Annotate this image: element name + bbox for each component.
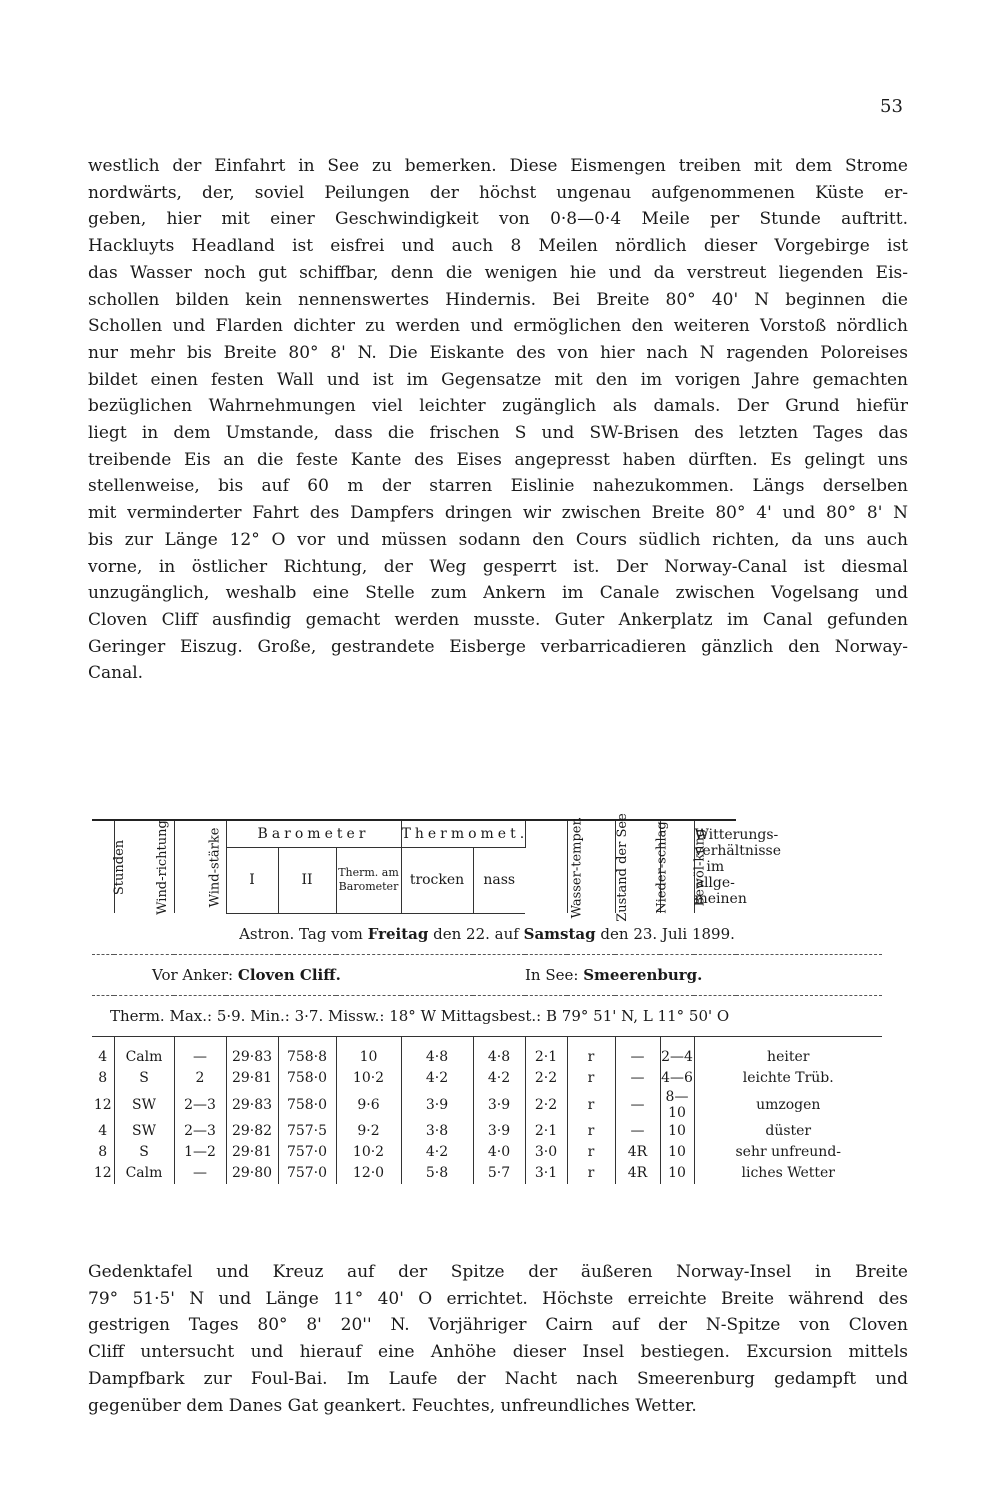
cell-bewoelk: 4—6 [660, 1068, 694, 1089]
header-trocken: trocken [401, 848, 473, 913]
cell-wasser: 2·2 [525, 1068, 567, 1089]
cell-trocken: 3·8 [401, 1121, 473, 1142]
text-line: vorne, in östlicher Richtung, der Weg gesperrt ist. Der Norway-Canal ist diesmal [88, 556, 908, 577]
text-line: Cliff untersucht und hierauf eine Anhöhe dieser Insel bestiegen. Excursion mittels [88, 1342, 908, 1363]
cell-therm: 10·2 [336, 1068, 401, 1089]
cell-see: r [567, 1121, 615, 1142]
text-line: unzugänglich, weshalb eine Stelle zum Ankern im Canale zwischen Vogelsang und [88, 583, 908, 604]
text-line: bezüglichen Wahrnehmungen viel leichter zugänglich als damals. Der Grund hiefür [88, 396, 908, 417]
cell-nass: 4·8 [473, 1036, 525, 1068]
text-line: stellenweise, bis auf 60 m der starren Eislinie nahezukommen. Längs derselben [88, 476, 908, 497]
cell-bewoelk: 10 [660, 1121, 694, 1142]
text-line: nur mehr bis Breite 80° 8' N. Die Eiskante des von hier nach N ragenden Poloreises [88, 342, 908, 363]
header-baro-ii: II [278, 848, 336, 913]
cell-staerke: 2—3 [174, 1121, 226, 1142]
cell-nieder: — [615, 1068, 660, 1089]
cell-staerke: 2—3 [174, 1089, 226, 1121]
text-line: mit verminderter Fahrt des Dampfers dringen wir zwischen Breite 80° 4' und 80° 8' N [88, 503, 908, 524]
text-line: geben, hier mit einer Geschwindigkeit von 0·8—0·4 Meile per Stunde auftritt. [88, 209, 908, 230]
header-zustand-see: Zustand der See [567, 820, 615, 913]
text-line: Schollen und Flarden dichter zu werden und ermöglichen den weiteren Vorstoß nördlich [88, 316, 908, 337]
cell-therm: 12·0 [336, 1163, 401, 1184]
cell-staerke: — [174, 1036, 226, 1068]
cell-witterung: leichte Trüb. [742, 1070, 834, 1086]
cell-stunden: 8 [92, 1142, 114, 1163]
cell-b1: 29·80 [226, 1163, 278, 1184]
cell-bewoelk: 2—4 [660, 1036, 694, 1068]
thermometer-summary-line: Therm. Max.: 5·9. Min.: 3·7. Missw.: 18° W Mittagsbest.: B 79° 51' N, L 11° 50' O [92, 995, 882, 1036]
text-line: Hackluyts Headland ist eisfrei und auch 8 Meilen nördlich dieser Vorgebirge ist [88, 236, 908, 257]
cell-nieder: — [615, 1121, 660, 1142]
cell-witterung: liches Wetter [741, 1165, 835, 1181]
cell-b2: 757·0 [278, 1163, 336, 1184]
text-line: Geringer Eiszug. Große, gestrandete Eisberge verbarricadieren gänzlich den Norway- [88, 636, 908, 657]
header-witterung: Witterungs-verhältnisse im allge-meinen [694, 820, 736, 913]
cell-witterung: umzogen [756, 1096, 821, 1113]
table-row [92, 1163, 882, 1184]
text-line: treibende Eis an die feste Kante des Eises angepresst haben dürften. Es gelingt uns [88, 449, 908, 470]
astron-day-line: Astron. Tag vom Freitag den 22. auf Samstag den 23. Juli 1899. [92, 913, 882, 954]
table-row [92, 1121, 882, 1142]
cell-nieder: — [615, 1089, 660, 1121]
text-line: Dampfbark zur Foul-Bai. Im Laufe der Nacht nach Smeerenburg gedampft und [88, 1368, 908, 1389]
text-line: gestrigen Tages 80° 8' 20'' N. Vorjähriger Cairn auf der N-Spitze von Cloven [88, 1315, 908, 1336]
cell-witterung: sehr unfreund- [735, 1144, 842, 1160]
page-number: 53 [880, 96, 903, 117]
cell-staerke: 2 [174, 1068, 226, 1089]
cell-b1: 29·82 [226, 1121, 278, 1142]
cell-nieder: 4R [615, 1142, 660, 1163]
cell-richtung: SW [114, 1121, 174, 1142]
cell-b1: 29·81 [226, 1068, 278, 1089]
cell-b2: 758·0 [278, 1089, 336, 1121]
header-thermometer: Thermomet. [401, 820, 525, 848]
cell-b2: 758·8 [278, 1036, 336, 1068]
text-line: bis zur Länge 12° O vor und müssen sodann den Cours südlich richten, da uns auch [88, 529, 908, 550]
body-paragraph-2 [88, 1259, 908, 1419]
anchor-line: Vor Anker: Cloven Cliff. [92, 954, 525, 995]
cell-witterung: düster [765, 1123, 812, 1139]
cell-trocken: 3·9 [401, 1089, 473, 1121]
weather-log-table [92, 813, 882, 1184]
header-barometer: Barometer [226, 820, 401, 848]
cell-nieder: 4R [615, 1163, 660, 1184]
cell-see: r [567, 1163, 615, 1184]
cell-wasser: 3·1 [525, 1163, 567, 1184]
cell-wasser: 2·2 [525, 1089, 567, 1121]
cell-stunden: 4 [92, 1036, 114, 1068]
cell-trocken: 4·2 [401, 1068, 473, 1089]
header-nass: nass [473, 848, 525, 913]
table-row [92, 1142, 882, 1163]
cell-bewoelk: 10 [660, 1142, 694, 1163]
text-line: Gedenktafel und Kreuz auf der Spitze der äußeren Norway-Insel in Breite [88, 1262, 908, 1282]
text-line: Cloven Cliff ausfindig gemacht werden musste. Guter Ankerplatz im Canal gefunden [88, 609, 908, 630]
body-paragraph-1 [88, 153, 908, 687]
cell-wasser: 3·0 [525, 1142, 567, 1163]
cell-wasser: 2·1 [525, 1121, 567, 1142]
cell-richtung: S [114, 1068, 174, 1089]
header-windrichtung: Wind-richtung [114, 820, 174, 913]
header-baro-therm: Therm. am Barometer [336, 848, 401, 913]
cell-see: r [567, 1142, 615, 1163]
cell-b1: 29·83 [226, 1089, 278, 1121]
cell-stunden: 12 [92, 1163, 114, 1184]
cell-nass: 3·9 [473, 1121, 525, 1142]
cell-b2: 757·5 [278, 1121, 336, 1142]
cell-b2: 757·0 [278, 1142, 336, 1163]
cell-stunden: 4 [92, 1121, 114, 1142]
cell-witterung: heiter [767, 1049, 810, 1065]
cell-b1: 29·81 [226, 1142, 278, 1163]
text-line: gegenüber dem Danes Gat geankert. Feuchtes, unfreundliches Wetter. [88, 1395, 697, 1416]
table-row [92, 1089, 882, 1121]
cell-therm: 9·6 [336, 1089, 401, 1121]
text-line: das Wasser noch gut schiffbar, denn die wenigen hie und da verstreut liegenden Eis- [88, 262, 908, 283]
cell-staerke: — [174, 1163, 226, 1184]
cell-richtung: SW [114, 1089, 174, 1121]
text-line: schollen bilden kein nennenswertes Hindernis. Bei Breite 80° 40' N beginnen die [88, 289, 908, 310]
cell-see: r [567, 1089, 615, 1121]
cell-bewoelk: 8—10 [660, 1089, 694, 1121]
cell-richtung: Calm [114, 1036, 174, 1068]
text-line: bildet einen festen Wall und ist im Gegensatze mit den im vorigen Jahre gemachten [88, 369, 908, 390]
cell-b1: 29·83 [226, 1036, 278, 1068]
text-line: nordwärts, der, soviel Peilungen der höchst ungenau aufgenommenen Küste er- [88, 182, 908, 203]
table-row [92, 1036, 882, 1068]
text-line: liegt in dem Umstande, dass die frischen S und SW-Brisen des letzten Tages das [88, 423, 908, 444]
cell-richtung: S [114, 1142, 174, 1163]
header-baro-i: I [226, 848, 278, 913]
text-line: Canal. [88, 663, 144, 684]
cell-staerke: 1—2 [174, 1142, 226, 1163]
cell-b2: 758·0 [278, 1068, 336, 1089]
cell-therm: 10·2 [336, 1142, 401, 1163]
cell-nass: 5·7 [473, 1163, 525, 1184]
header-stunden: Stunden [92, 820, 114, 913]
cell-nass: 4·0 [473, 1142, 525, 1163]
cell-wasser: 2·1 [525, 1036, 567, 1068]
at-sea-line: In See: Smeerenburg. [525, 954, 882, 995]
table-row [92, 1068, 882, 1089]
text-line: 79° 51·5' N und Länge 11° 40' O errichtet. Höchste erreichte Breite während des [88, 1288, 908, 1309]
header-bewoelkung: Bewöl-kung [660, 820, 694, 913]
cell-bewoelk: 10 [660, 1163, 694, 1184]
cell-see: r [567, 1068, 615, 1089]
header-wassertemper: Wasser-temper. [525, 820, 567, 913]
cell-nieder: — [615, 1036, 660, 1068]
cell-therm: 9·2 [336, 1121, 401, 1142]
header-niederschlag: Nieder-schlag [615, 820, 660, 913]
cell-stunden: 12 [92, 1089, 114, 1121]
cell-stunden: 8 [92, 1068, 114, 1089]
cell-richtung: Calm [114, 1163, 174, 1184]
cell-nass: 3·9 [473, 1089, 525, 1121]
cell-therm: 10 [336, 1036, 401, 1068]
cell-see: r [567, 1036, 615, 1068]
text-line: westlich der Einfahrt in See zu bemerken. Diese Eismengen treiben mit dem Strome [88, 156, 908, 176]
header-windstaerke: Wind-stärke [174, 820, 226, 913]
cell-trocken: 4·2 [401, 1142, 473, 1163]
cell-trocken: 5·8 [401, 1163, 473, 1184]
cell-trocken: 4·8 [401, 1036, 473, 1068]
cell-nass: 4·2 [473, 1068, 525, 1089]
